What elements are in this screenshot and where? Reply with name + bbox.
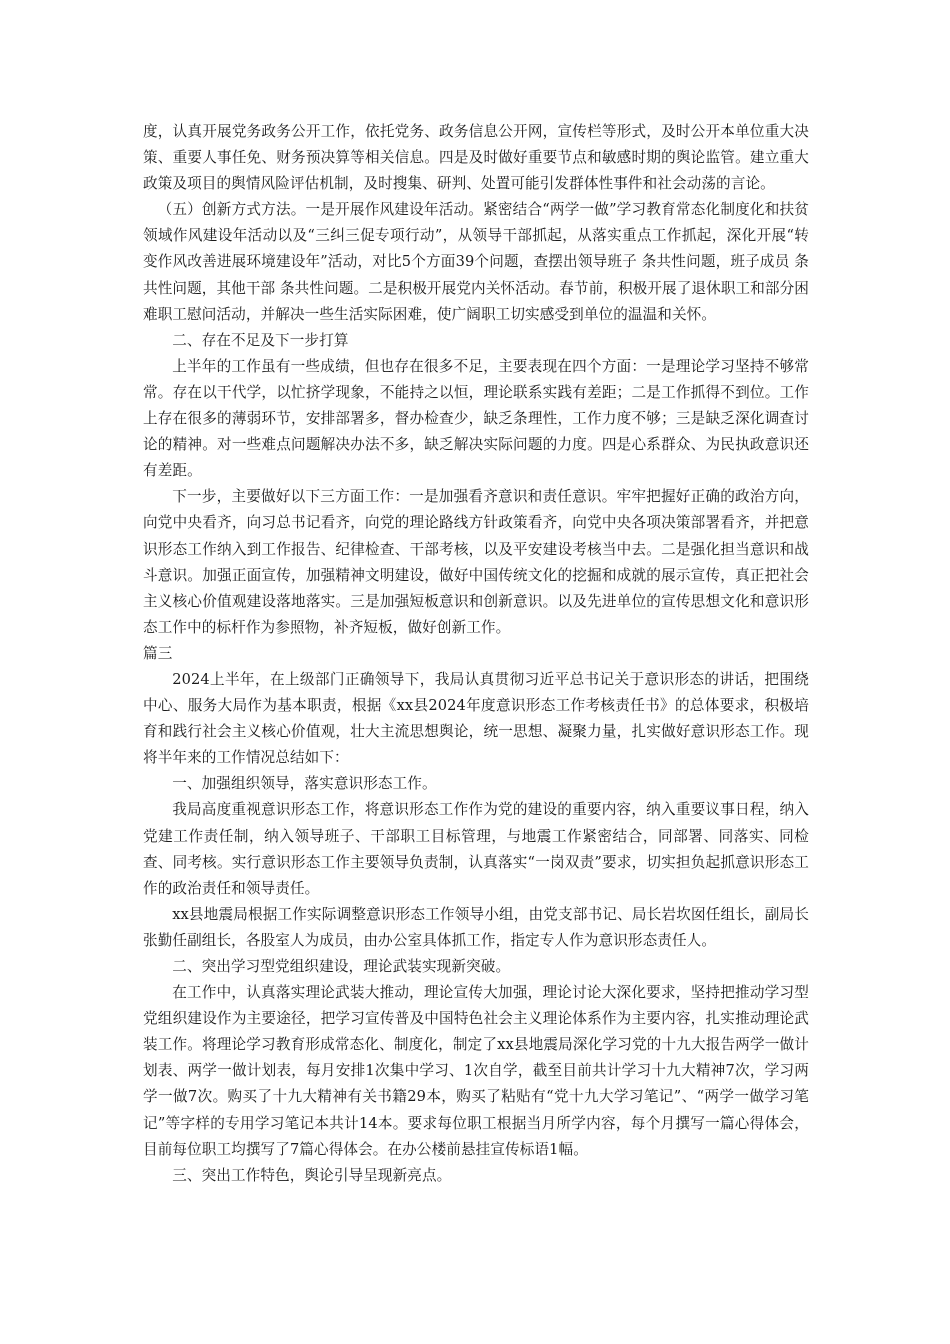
section-heading-highlights: 三、突出工作特色，舆论引导呈现新亮点。 xyxy=(172,1166,452,1184)
paragraph-leading-group: xx县地震局根据工作实际调整意识形态工作领导小组，由党支部书记、局长岩坎囡任组长，副局长张勤任副组长，各股室人为成员，由办公室具体抓工作，指定专人作为意识形态责任人。 xyxy=(143,905,809,949)
paragraph-leadership: 我局高度重视意识形态工作，将意识形态工作作为党的建设的重要内容，纳入重要议事日程，纳入党建工作责任制，纳入领导班子、干部职工目标管理，与地震工作紧密结合，同部署、同落实、同检查、同考核。实行意识形态工作主要领导负责制，认真落实“一岗双责”要求，切实担负起抓意识形态工作的政治责任和领导责任。 xyxy=(143,801,809,897)
part-three-label: 篇三 xyxy=(143,644,173,662)
paragraph-shortcomings: 上半年的工作虽有一些成绩，但也存在很多不足，主要表现在四个方面：一是理论学习坚持不够常常。存在以干代学，以忙挤学现象，不能持之以恒，理论联系实践有差距；二是工作抓得不到位。工作上存在很多的薄弱环节，安排部署多，督办检查少，缺乏条理性，工作力度不够；三是缺乏深化调查讨论的精神。对一些难点问题解决办法不多，缺乏解决实际问题的力度。四是心系群众、为民执政意识还有差距。 xyxy=(143,357,809,480)
section-heading-learning: 二、突出学习型党组织建设，理论武装实现新突破。 xyxy=(172,958,511,975)
section-heading-shortcomings: 二、存在不足及下一步打算 xyxy=(172,331,349,349)
document-page xyxy=(143,119,809,1189)
paragraph-next-steps: 下一步，主要做好以下三方面工作：一是加强看齐意识和责任意识。牢牢把握好正确的政治方向，向党中央看齐，向习总书记看齐，向党的理论路线方针政策看齐，向党中央各项决策部署看齐，并把意识形态工作纳入到工作报告、纪律检查、干部考核，以及平安建设考核当中去。二是强化担当意识和战斗意识。加强正面宣传，加强精神文明建设，做好中国传统文化的挖掘和成就的展示宣传，真正把社会主义核心价值观建设落地落实。三是加强短板意识和创新意识。以及先进单位的宣传思想文化和意识形态工作中的标杆作为参照物，补齐短板，做好创新工作。 xyxy=(143,488,809,636)
paragraph-intro: 2024上半年，在上级部门正确领导下，我局认真贯彻习近平总书记关于意识形态的讲话，把围绕中心、服务大局作为基本职责，根据《xx县2024年度意识形态工作考核责任书》的总体要求，积极培育和践行社会主义核心价值观，壮大主流思想舆论，统一思想、凝聚力量，扎实做好意识形态工作。现将半年来的工作情况总结如下： xyxy=(143,670,809,767)
paragraph-innovation: （五）创新方式方法。一是开展作风建设年活动。紧密结合“两学一做”学习教育常态化制度化和扶贫领域作风建设年活动以及“三纠三促专项行动”，从领导干部抓起，从落实重点工作抓起，深化开展“转变作风改善进展环境建设年”活动，对比5个方面39个问题，查摆出领导班子 条共性问题，班子成员 条共性问题，其他干部 条共性问题。二是积极开展党内关怀活动。春节前，积极开展了退休职工和部分困难职工慰问活动，并解决一些生活实际困难，使广阔职工切实感受到单位的温温和关怀。 xyxy=(143,201,809,323)
section-heading-leadership: 一、加强组织领导，落实意识形态工作。 xyxy=(172,775,437,793)
paragraph-continued: 度，认真开展党务政务公开工作，依托党务、政务信息公开网，宣传栏等形式，及时公开本单位重大决策、重要人事任免、财务预决算等相关信息。四是及时做好重要节点和敏感时期的舆论监管。建立重大政策及项目的舆情风险评估机制，及时搜集、研判、处置可能引发群体性事件和社会动荡的言论。 xyxy=(143,123,809,193)
paragraph-learning: 在工作中，认真落实理论武装大推动，理论宣传大加强，理论讨论大深化要求，坚持把推动学习型党组织建设作为主要途径，把学习宣传普及中国特色社会主义理论体系作为主要内容，扎实推动理论武装工作。将理论学习教育形成常态化、制度化，制定了xx县地震局深化学习党的十九大报告两学一做计划表、两学一做计划表，每月安排1次集中学习、1次自学，截至目前共计学习十九大精神7次，学习两学一做7次。购买了十九大精神有关书籍29本，购买了粘贴有“党十九大学习笔记”、“两学一做学习笔记”等字样的专用学习笔记本共计14本。要求每位职工根据当月所学内容，每个月撰写一篇心得体会，目前每位职工均撰写了7篇心得体会。在办公楼前悬挂宣传标语1幅。 xyxy=(143,984,809,1158)
